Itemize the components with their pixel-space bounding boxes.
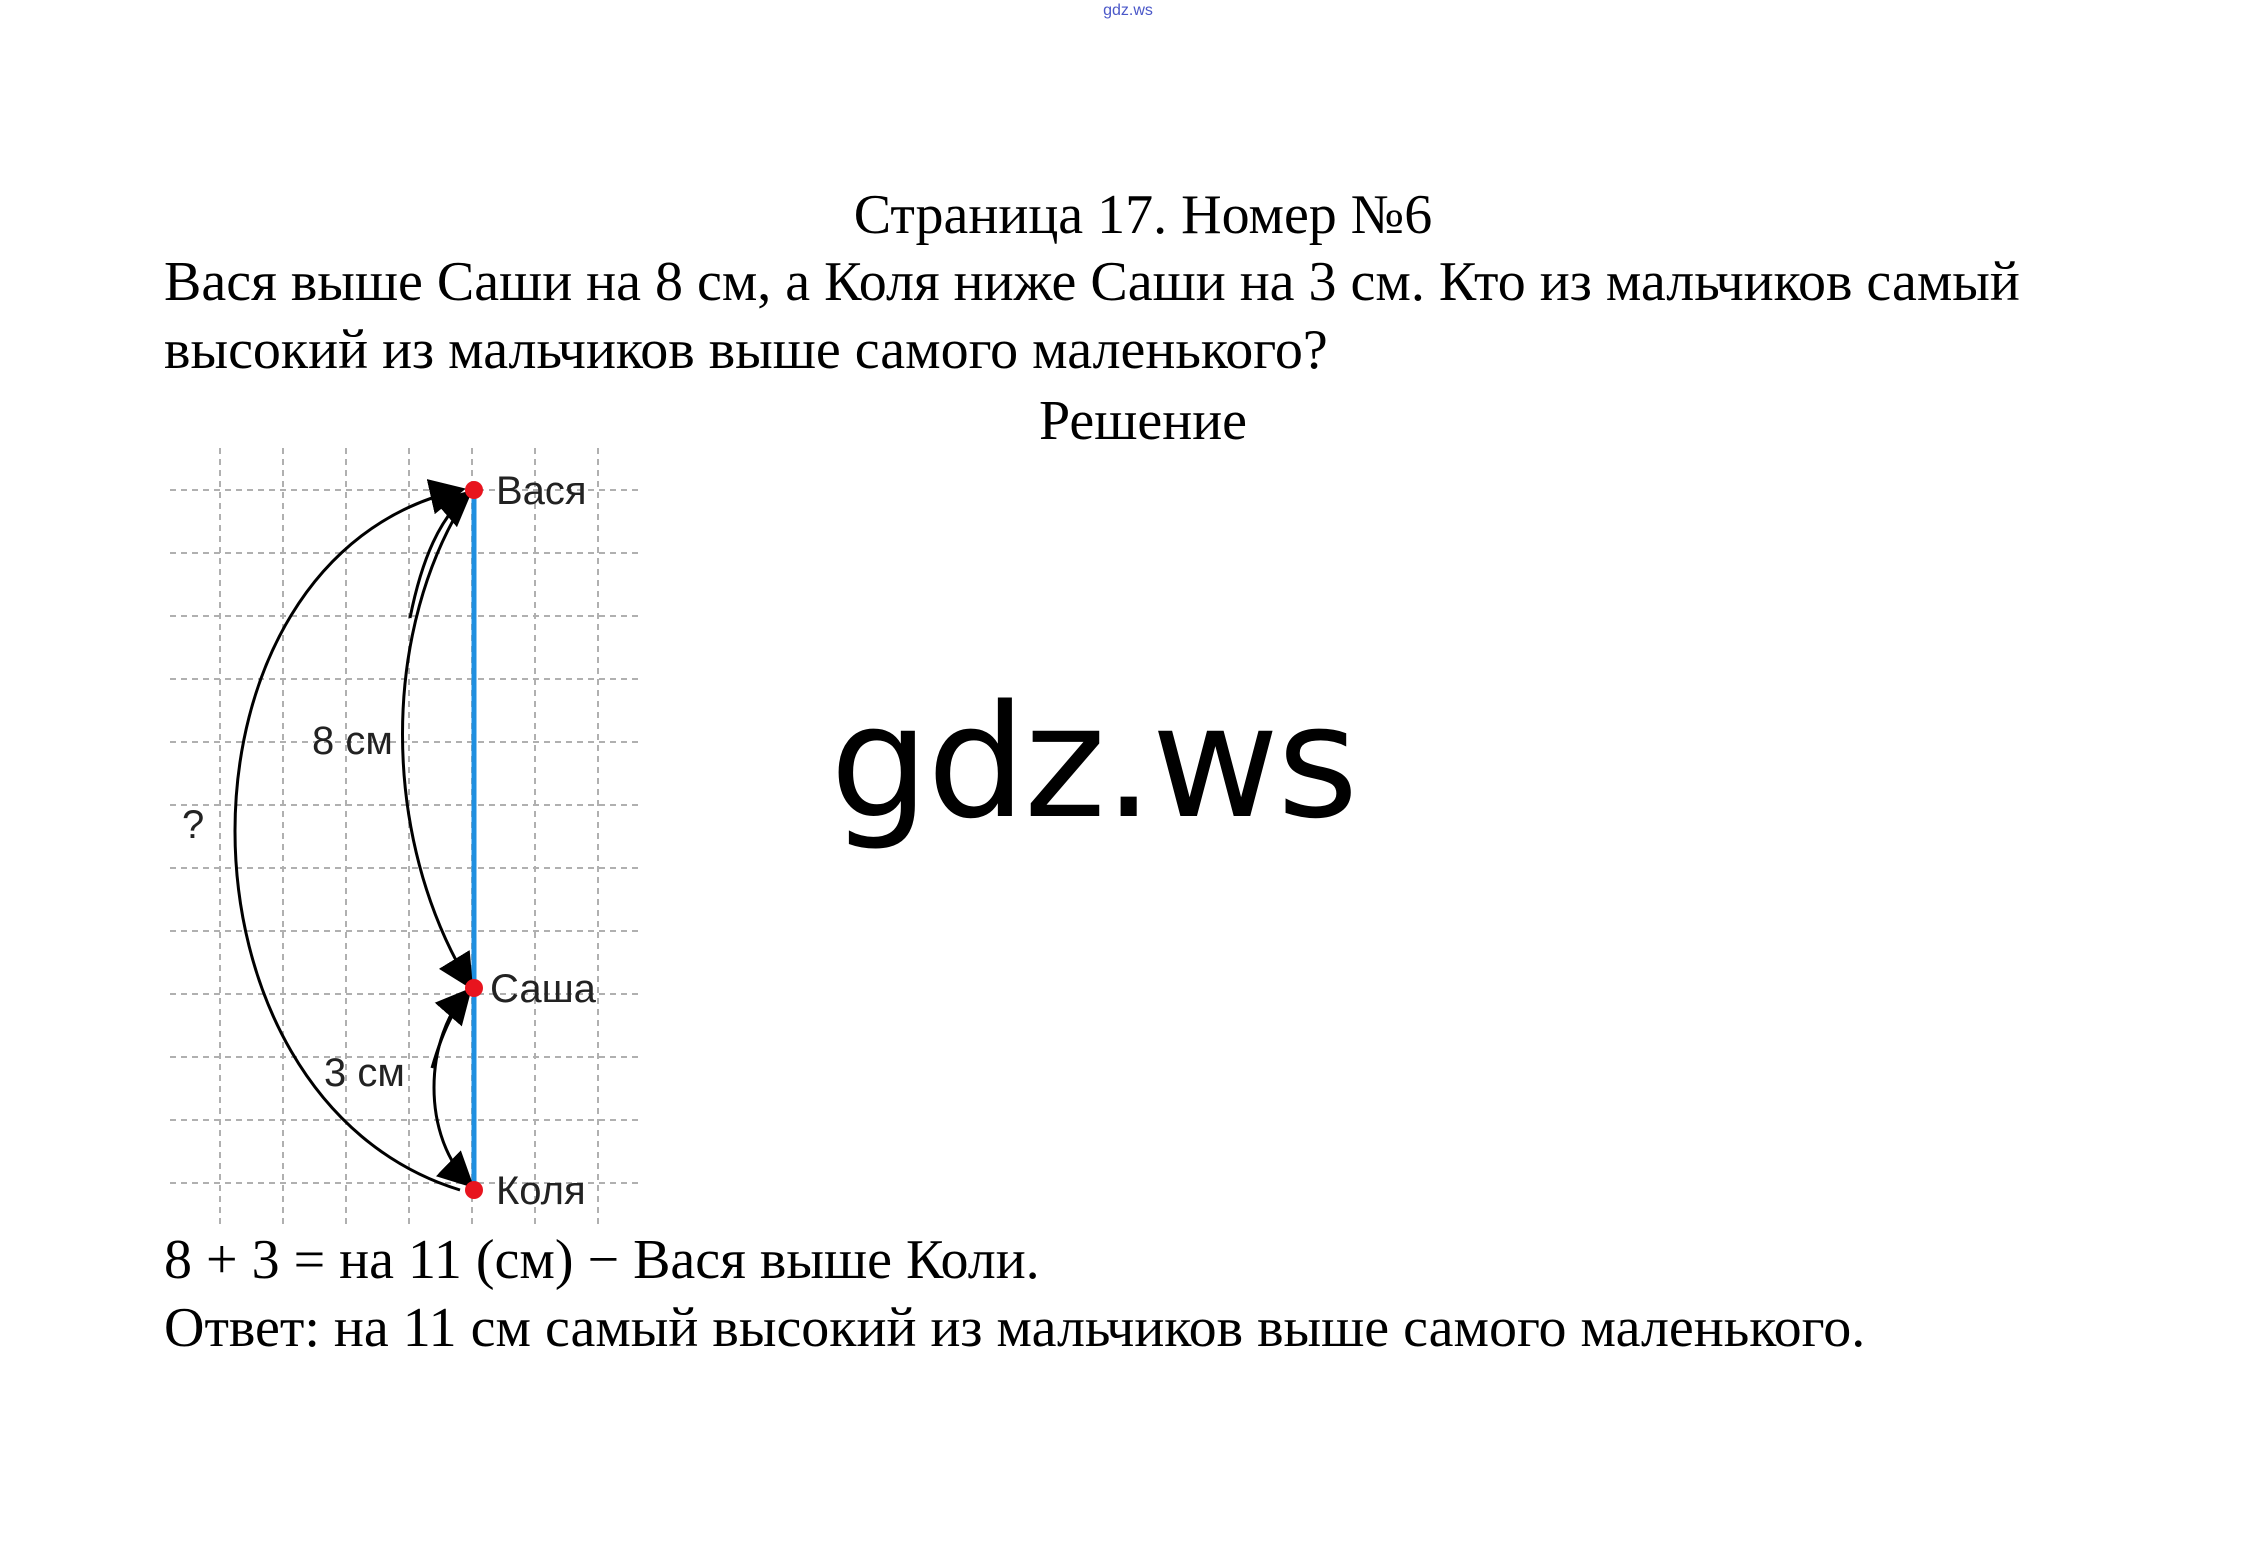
label-question: ? xyxy=(182,803,205,847)
arc-upper xyxy=(403,492,471,985)
site-link[interactable]: gdz.ws xyxy=(1103,2,1153,19)
label-3cm: 3 см xyxy=(324,1051,405,1095)
label-top: Вася xyxy=(496,469,587,513)
arc-upper-start xyxy=(410,494,468,618)
label-bottom: Коля xyxy=(496,1169,586,1213)
point-middle xyxy=(465,979,483,997)
problem-text: Вася выше Саши на 8 см, а Коля ниже Саши на 3 см. Кто из мальчиков самый высокий из мальчиков выше самого маленького? xyxy=(164,251,2020,381)
page-title: Страница 17. Номер №6 xyxy=(853,184,1433,246)
point-bottom xyxy=(465,1181,483,1199)
watermark: gdz.ws xyxy=(830,671,1357,853)
answer-line: Ответ: на 11 см самый высокий из мальчиков выше самого маленького. xyxy=(164,1297,1866,1359)
calculation-line: 8 + 3 = на 11 (см) − Вася выше Коли. xyxy=(164,1229,1040,1291)
solution-heading: Решение xyxy=(1038,390,1248,452)
height-diagram xyxy=(160,448,660,1228)
grid xyxy=(170,448,640,1228)
label-8cm: 8 см xyxy=(312,719,393,763)
label-middle: Саша xyxy=(490,967,596,1011)
point-top xyxy=(465,481,483,499)
